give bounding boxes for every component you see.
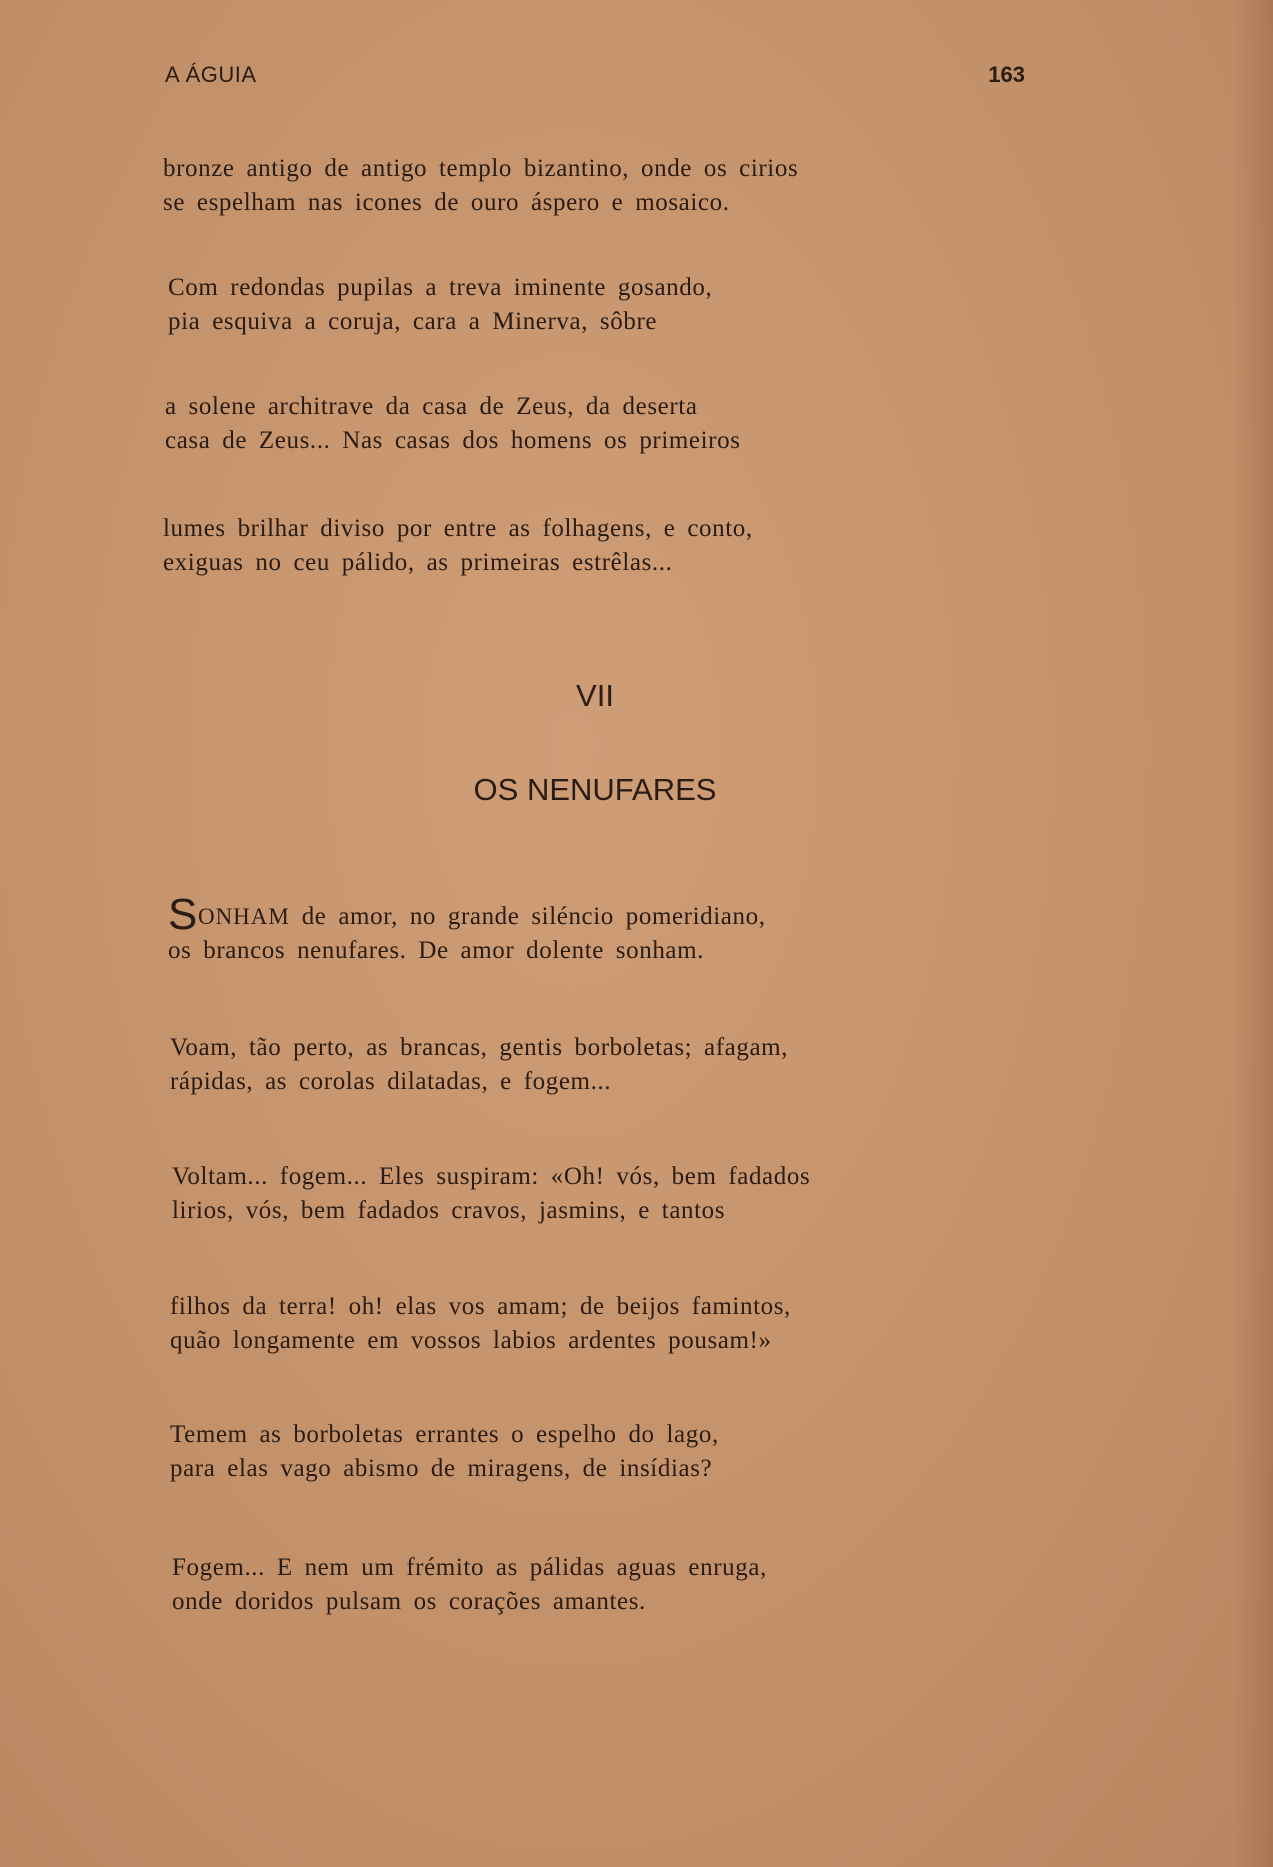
verse-line-rest: de amor, no grande siléncio pomeridiano, bbox=[301, 903, 766, 930]
page-number: 163 bbox=[988, 62, 1025, 87]
verse-line: onde doridos pulsam os corações amantes. bbox=[172, 1588, 646, 1615]
stanza-7 bbox=[172, 1160, 932, 1228]
verse-line: Voltam... fogem... Eles suspiram: «Oh! vós, bem fadados bbox=[172, 1163, 811, 1190]
stanza-1 bbox=[163, 152, 923, 220]
journal-title: A ÁGUIA bbox=[165, 62, 257, 87]
verse-line-first bbox=[168, 890, 928, 939]
verse-line: casa de Zeus... Nas casas dos homens os primeiros bbox=[165, 427, 741, 454]
stanza-2 bbox=[168, 271, 928, 339]
verse-line: para elas vago abismo de miragens, de insídias? bbox=[170, 1455, 713, 1482]
page-edge-shadow bbox=[1233, 0, 1273, 1867]
verse-line: Fogem... E nem um frémito as pálidas aguas enruga, bbox=[172, 1554, 767, 1581]
stanza-5 bbox=[168, 890, 928, 968]
small-caps-word: ONHAM bbox=[197, 904, 290, 929]
verse-line: pia esquiva a coruja, cara a Minerva, sôbre bbox=[168, 308, 658, 335]
verse-line: Temem as borboletas errantes o espelho do lago, bbox=[170, 1421, 719, 1448]
drop-cap: S bbox=[168, 890, 198, 939]
verse-line: lumes brilhar diviso por entre as folhagens, e conto, bbox=[163, 515, 753, 542]
verse-line: os brancos nenufares. De amor dolente sonham. bbox=[168, 937, 705, 964]
stanza-4 bbox=[163, 512, 923, 580]
running-header bbox=[165, 62, 1025, 96]
verse-line: lirios, vós, bem fadados cravos, jasmins, e tantos bbox=[172, 1197, 726, 1224]
stanza-8 bbox=[170, 1290, 930, 1358]
verse-line: exiguas no ceu pálido, as primeiras estrêlas... bbox=[163, 549, 673, 576]
stanza-10 bbox=[172, 1551, 932, 1619]
stanza-6 bbox=[170, 1031, 930, 1099]
section-numeral: VII bbox=[576, 678, 614, 713]
verse-line: Voam, tão perto, as brancas, gentis borboletas; afagam, bbox=[170, 1034, 789, 1061]
verse-line: se espelham nas icones de ouro áspero e mosaico. bbox=[163, 189, 730, 216]
verse-line: filhos da terra! oh! elas vos amam; de beijos famintos, bbox=[170, 1293, 791, 1320]
stanza-9 bbox=[170, 1418, 930, 1486]
verse-line: bronze antigo de antigo templo bizantino, onde os cirios bbox=[163, 155, 799, 182]
stanza-3 bbox=[165, 390, 925, 458]
verse-line: quão longamente em vossos labios ardentes pousam!» bbox=[170, 1327, 772, 1354]
verse-line: a solene architrave da casa de Zeus, da deserta bbox=[165, 393, 698, 420]
section-title: OS NENUFARES bbox=[473, 772, 717, 807]
verse-line: rápidas, as corolas dilatadas, e fogem... bbox=[170, 1068, 612, 1095]
verse-line: Com redondas pupilas a treva iminente gosando, bbox=[168, 274, 713, 301]
